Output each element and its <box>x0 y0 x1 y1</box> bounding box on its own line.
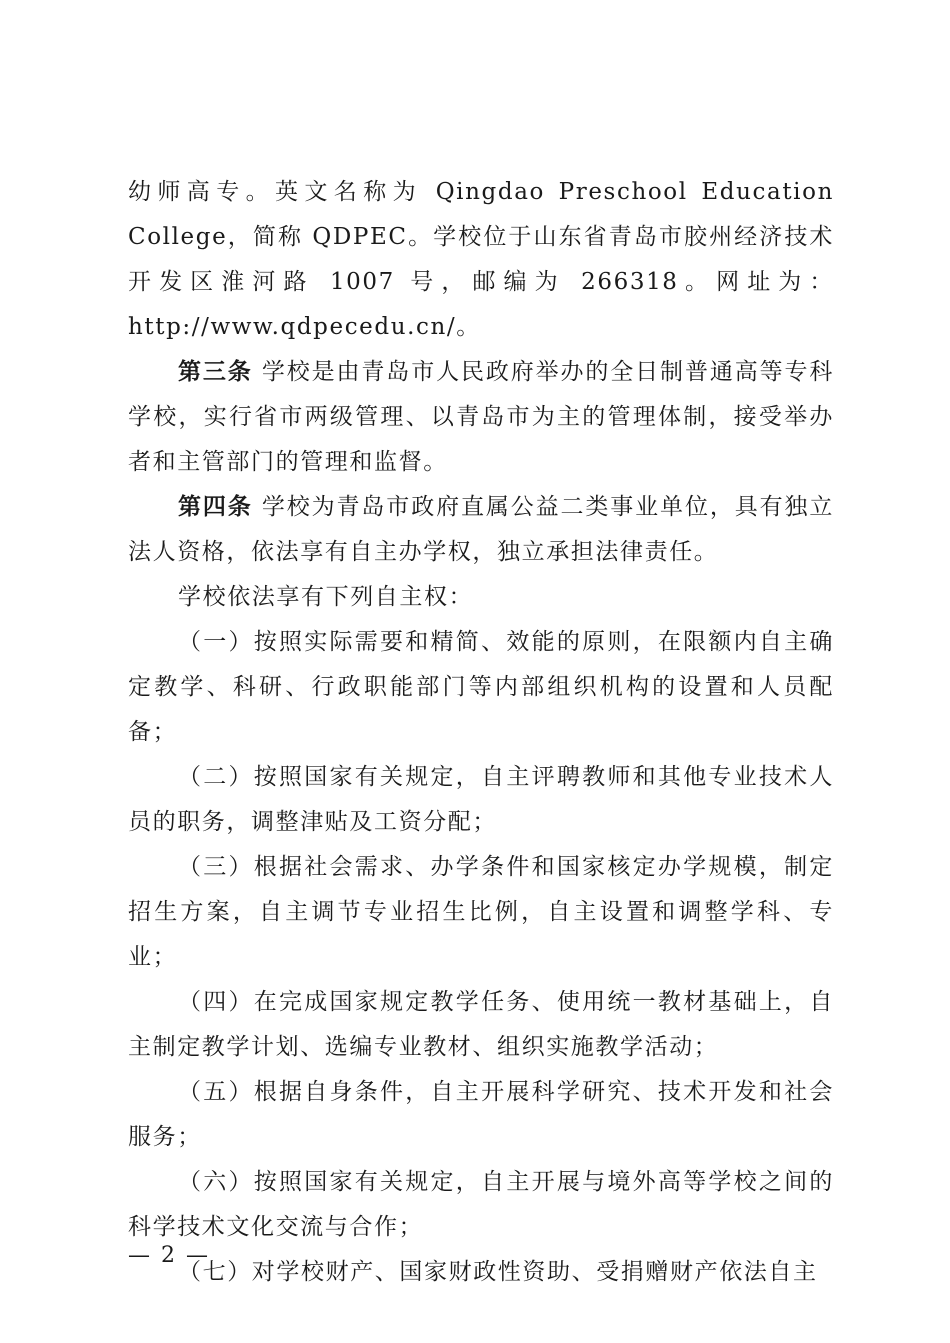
article-number: 第四条 <box>178 494 253 520</box>
article-number: 第三条 <box>178 359 253 385</box>
paragraph-article-3 <box>128 350 834 485</box>
paragraph-text: （二）按照国家有关规定，自主评聘教师和其他专业技术人员的职务，调整津贴及工资分配； <box>128 764 834 835</box>
paragraph-text: （七）对学校财产、国家财政性资助、受捐赠财产依法自主 <box>178 1259 818 1285</box>
paragraph-text: 学校依法享有下列自主权： <box>178 584 474 610</box>
paragraph-text: 幼师高专。英文名称为 Qingdao Preschool Education College，简称 QDPEC。学校位于山东省青岛市胶州经济技术开发区淮河路 1007 号，邮编为 266318。网址为：http://www.qdpecedu.cn/。 <box>128 179 834 340</box>
paragraph-continued-name <box>128 170 834 350</box>
paragraph-text: （六）按照国家有关规定，自主开展与境外高等学校之间的科学技术文化交流与合作； <box>128 1169 834 1240</box>
paragraph-item-7 <box>128 1250 834 1295</box>
paragraph-item-2 <box>128 755 834 845</box>
paragraph-item-3 <box>128 845 834 980</box>
paragraph-item-5 <box>128 1070 834 1160</box>
paragraph-item-1 <box>128 620 834 755</box>
paragraph-text: （一）按照实际需要和精简、效能的原则，在限额内自主确定教学、科研、行政职能部门等内部组织机构的设置和人员配备； <box>128 629 834 745</box>
paragraph-text: （五）根据自身条件，自主开展科学研究、技术开发和社会服务； <box>128 1079 834 1150</box>
paragraph-text: （三）根据社会需求、办学条件和国家核定办学规模，制定招生方案，自主调节专业招生比例，自主设置和调整学科、专业； <box>128 854 834 970</box>
body-text <box>128 170 834 1295</box>
paragraph-item-4 <box>128 980 834 1070</box>
page-number: — 2 — <box>128 1243 210 1268</box>
paragraph-autonomy-intro <box>128 575 834 620</box>
paragraph-article-4 <box>128 485 834 575</box>
paragraph-item-6 <box>128 1160 834 1250</box>
paragraph-text: 学校为青岛市政府直属公益二类事业单位，具有独立法人资格，依法享有自主办学权，独立承担法律责任。 <box>128 494 834 565</box>
paragraph-text: 学校是由青岛市人民政府举办的全日制普通高等专科学校，实行省市两级管理、以青岛市为主的管理体制，接受举办者和主管部门的管理和监督。 <box>128 359 834 475</box>
paragraph-text: （四）在完成国家规定教学任务、使用统一教材基础上，自主制定教学计划、选编专业教材、组织实施教学活动； <box>128 989 834 1060</box>
